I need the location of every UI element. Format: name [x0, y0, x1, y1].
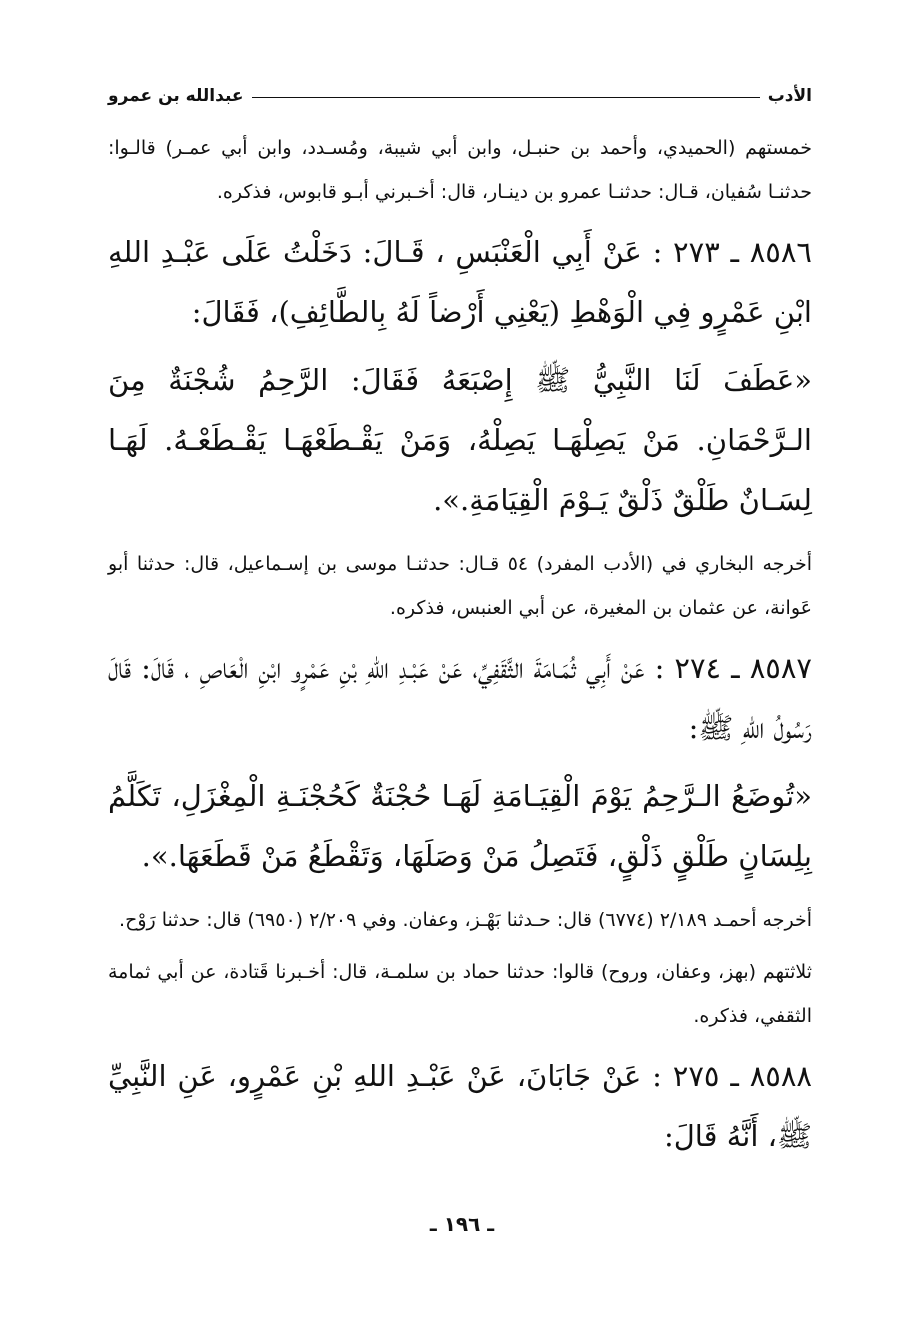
hadith-text: «عَطَفَ لَنَا النَّبِيُّ ﷺ إِصْبَعَهُ فَقَالَ: الرَّحِمُ شُجْنَةٌ مِنَ الـرَّحْمَانِ. مَنْ يَصِلْهَـا يَصِلْهُ، وَمَنْ يَقْـطَعْهَـا يَقْـطَعْـهُ. لَهَـا لِسَـانٌ طَلْقٌ ذَلْقٌ يَـوْمَ الْقِيَامَةِ.».: [108, 363, 812, 517]
takhrij-note: خمستهم (الحميدي، وأحمد بن حنبـل، وابن أبي شيبة، ومُسـدد، وابن أبي عمـر) قالـوا: حدثنـا سُفيان، قـال: حدثنـا عمرو بن دينـار، قال: أخـبرني أبـو قابوس، فذكره.: [108, 137, 812, 203]
hadith-text: «تُوضَعُ الـرَّحِمُ يَوْمَ الْقِيَـامَةِ لَهَـا حُجْنَةٌ كَحُجْنَـةِ الْمِغْزَلِ، تَكَلَّمُ بِلِسَانٍ طَلْقٍ ذَلْقٍ، فَتَصِلُ مَنْ وَصَلَهَا، وَتَقْطَعُ مَنْ قَطَعَهَا.».: [108, 779, 812, 873]
takhrij-note: أخرجه أحمـد ٢/١٨٩ (٦٧٧٤) قال: حـدثنا بَهْـز، وعفان. وفي ٢/٢٠٩ (٦٩٥٠) قال: حدثنا رَوْح.: [119, 909, 812, 931]
hadith-heading: ٨٥٨٨ ـ ٢٧٥ : عَنْ جَابَانَ، عَنْ عَبْـدِ اللهِ بْنِ عَمْرٍو، عَنِ النَّبِيِّ ﷺ، أَنَّهُ قَالَ:: [108, 1059, 813, 1153]
hadith-heading: ٨٥٨٧ ـ ٢٧٤ : عَنْ أَبِي ثُمَـامَةَ الثَّقَفِيِّ، عَنْ عَبْـدِ اللهِ بْنِ عَمْرٍو ابْنِ الْعَاصِ ، قَالَ: قَالَ رَسُولُ اللهِ ﷺ:: [108, 651, 812, 745]
running-header: [108, 76, 812, 106]
header-rule: [252, 97, 760, 98]
page-number: ـ ١٩٦ ـ: [429, 1212, 495, 1236]
header-chapter-title: الأدب: [767, 86, 812, 106]
header-section-title: عبدالله بن عمرو: [108, 86, 244, 106]
page-body: [108, 126, 812, 1174]
takhrij-note: ثلاثتهم (بهز، وعفان، وروح) قالوا: حدثنا حماد بن سلمـة، قال: أخـبرنا قَتادة، عن أبي ثمامة الثقفي، فذكره.: [108, 961, 812, 1027]
takhrij-note: أخرجه البخاري في (الأدب المفرد) ٥٤ قـال: حدثنـا موسى بن إسـماعيل، قال: حدثنا أبو عَوانة، عن عثمان بن المغيرة، عن أبي العنبس، فذكره.: [108, 553, 812, 619]
hadith-heading: ٨٥٨٦ ـ ٢٧٣ : عَنْ أَبِي الْعَنْبَسِ ، قَـالَ: دَخَلْتُ عَلَى عَبْـدِ اللهِ ابْنِ عَمْرٍو فِي الْوَهْطِ (يَعْنِي أَرْضاً لَهُ بِالطَّائِفِ)، فَقَالَ:: [108, 235, 812, 329]
